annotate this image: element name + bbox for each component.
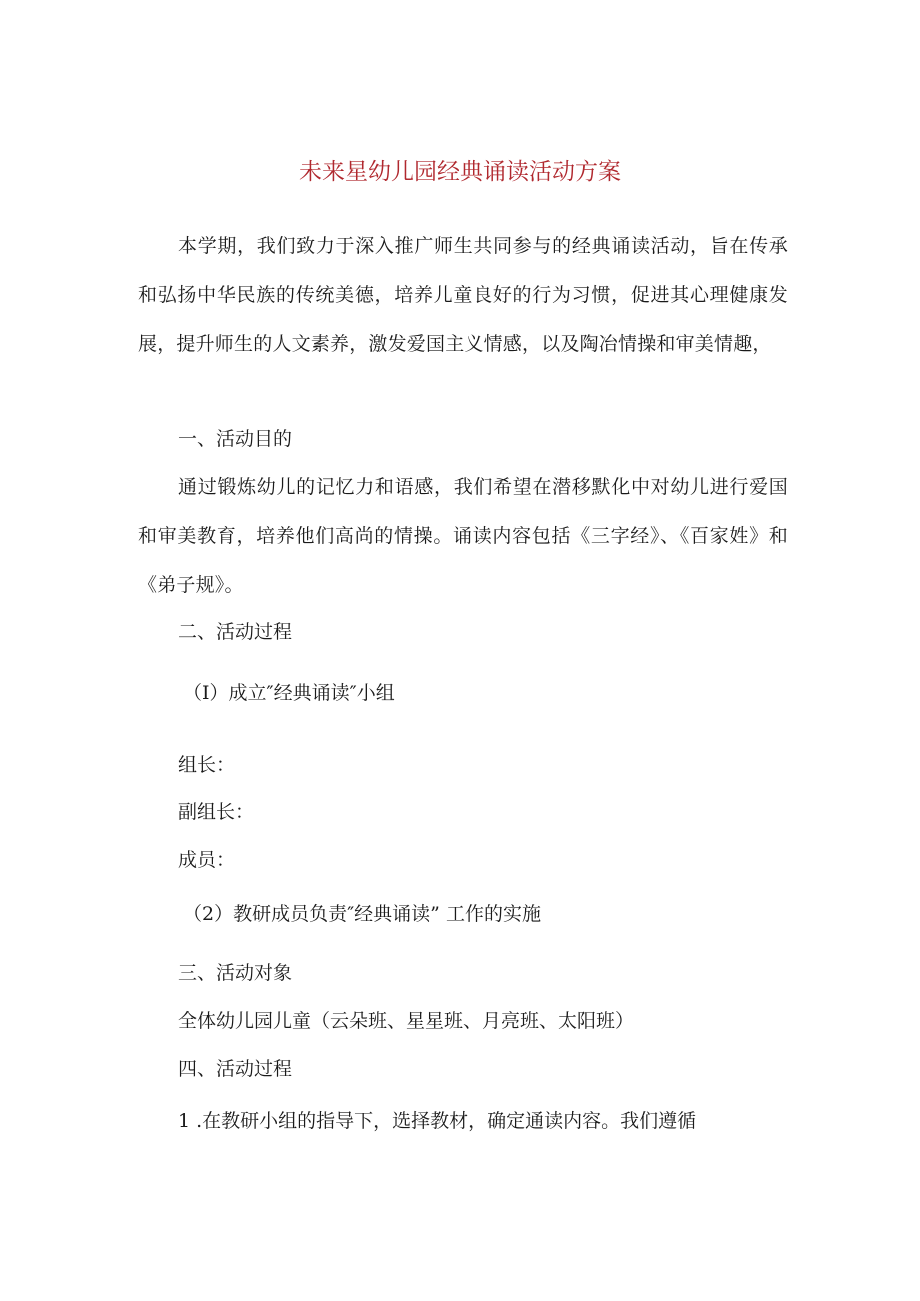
section-heading-target: 三、活动对象 <box>178 962 293 984</box>
intro-paragraph: 本学期，我们致力于深入推广师生共同参与的经典诵读活动，旨在传承和弘扬中华民族的传统美德，培养儿童良好的行为习惯，促进其心理健康发展，提升师生的人文素养，激发爱国主义情感，以及陶冶情操和审美情趣， <box>138 235 788 355</box>
members-label: 成员： <box>178 849 236 871</box>
section-heading-process-2: 四、活动过程 <box>178 1058 293 1080</box>
group-leader-label: 组长： <box>178 754 236 776</box>
purpose-paragraph: 通过锻炼幼儿的记忆力和语感，我们希望在潜移默化中对幼儿进行爱国和审美教育，培养他们高尚的情操。诵读内容包括《三字经》、《百家姓》和《弟子规》。 <box>138 476 788 596</box>
section-heading-process: 二、活动过程 <box>178 621 293 643</box>
section-heading-purpose: 一、活动目的 <box>178 428 293 450</box>
process-item-2: （2）教研成员负责″经典诵读” 工作的实施 <box>183 903 541 925</box>
document-title: 未来星幼儿园经典诵读活动方案 <box>299 159 621 185</box>
process-step-1: 1 .在教研小组的指导下，选择教材，确定通读内容。我们遵循 <box>178 1110 697 1132</box>
process-item-1: （I）成立″经典诵读″小组 <box>183 682 395 704</box>
target-paragraph: 全体幼儿园儿童（云朵班、星星班、月亮班、太阳班） <box>178 1010 635 1032</box>
deputy-leader-label: 副组长： <box>178 801 255 823</box>
